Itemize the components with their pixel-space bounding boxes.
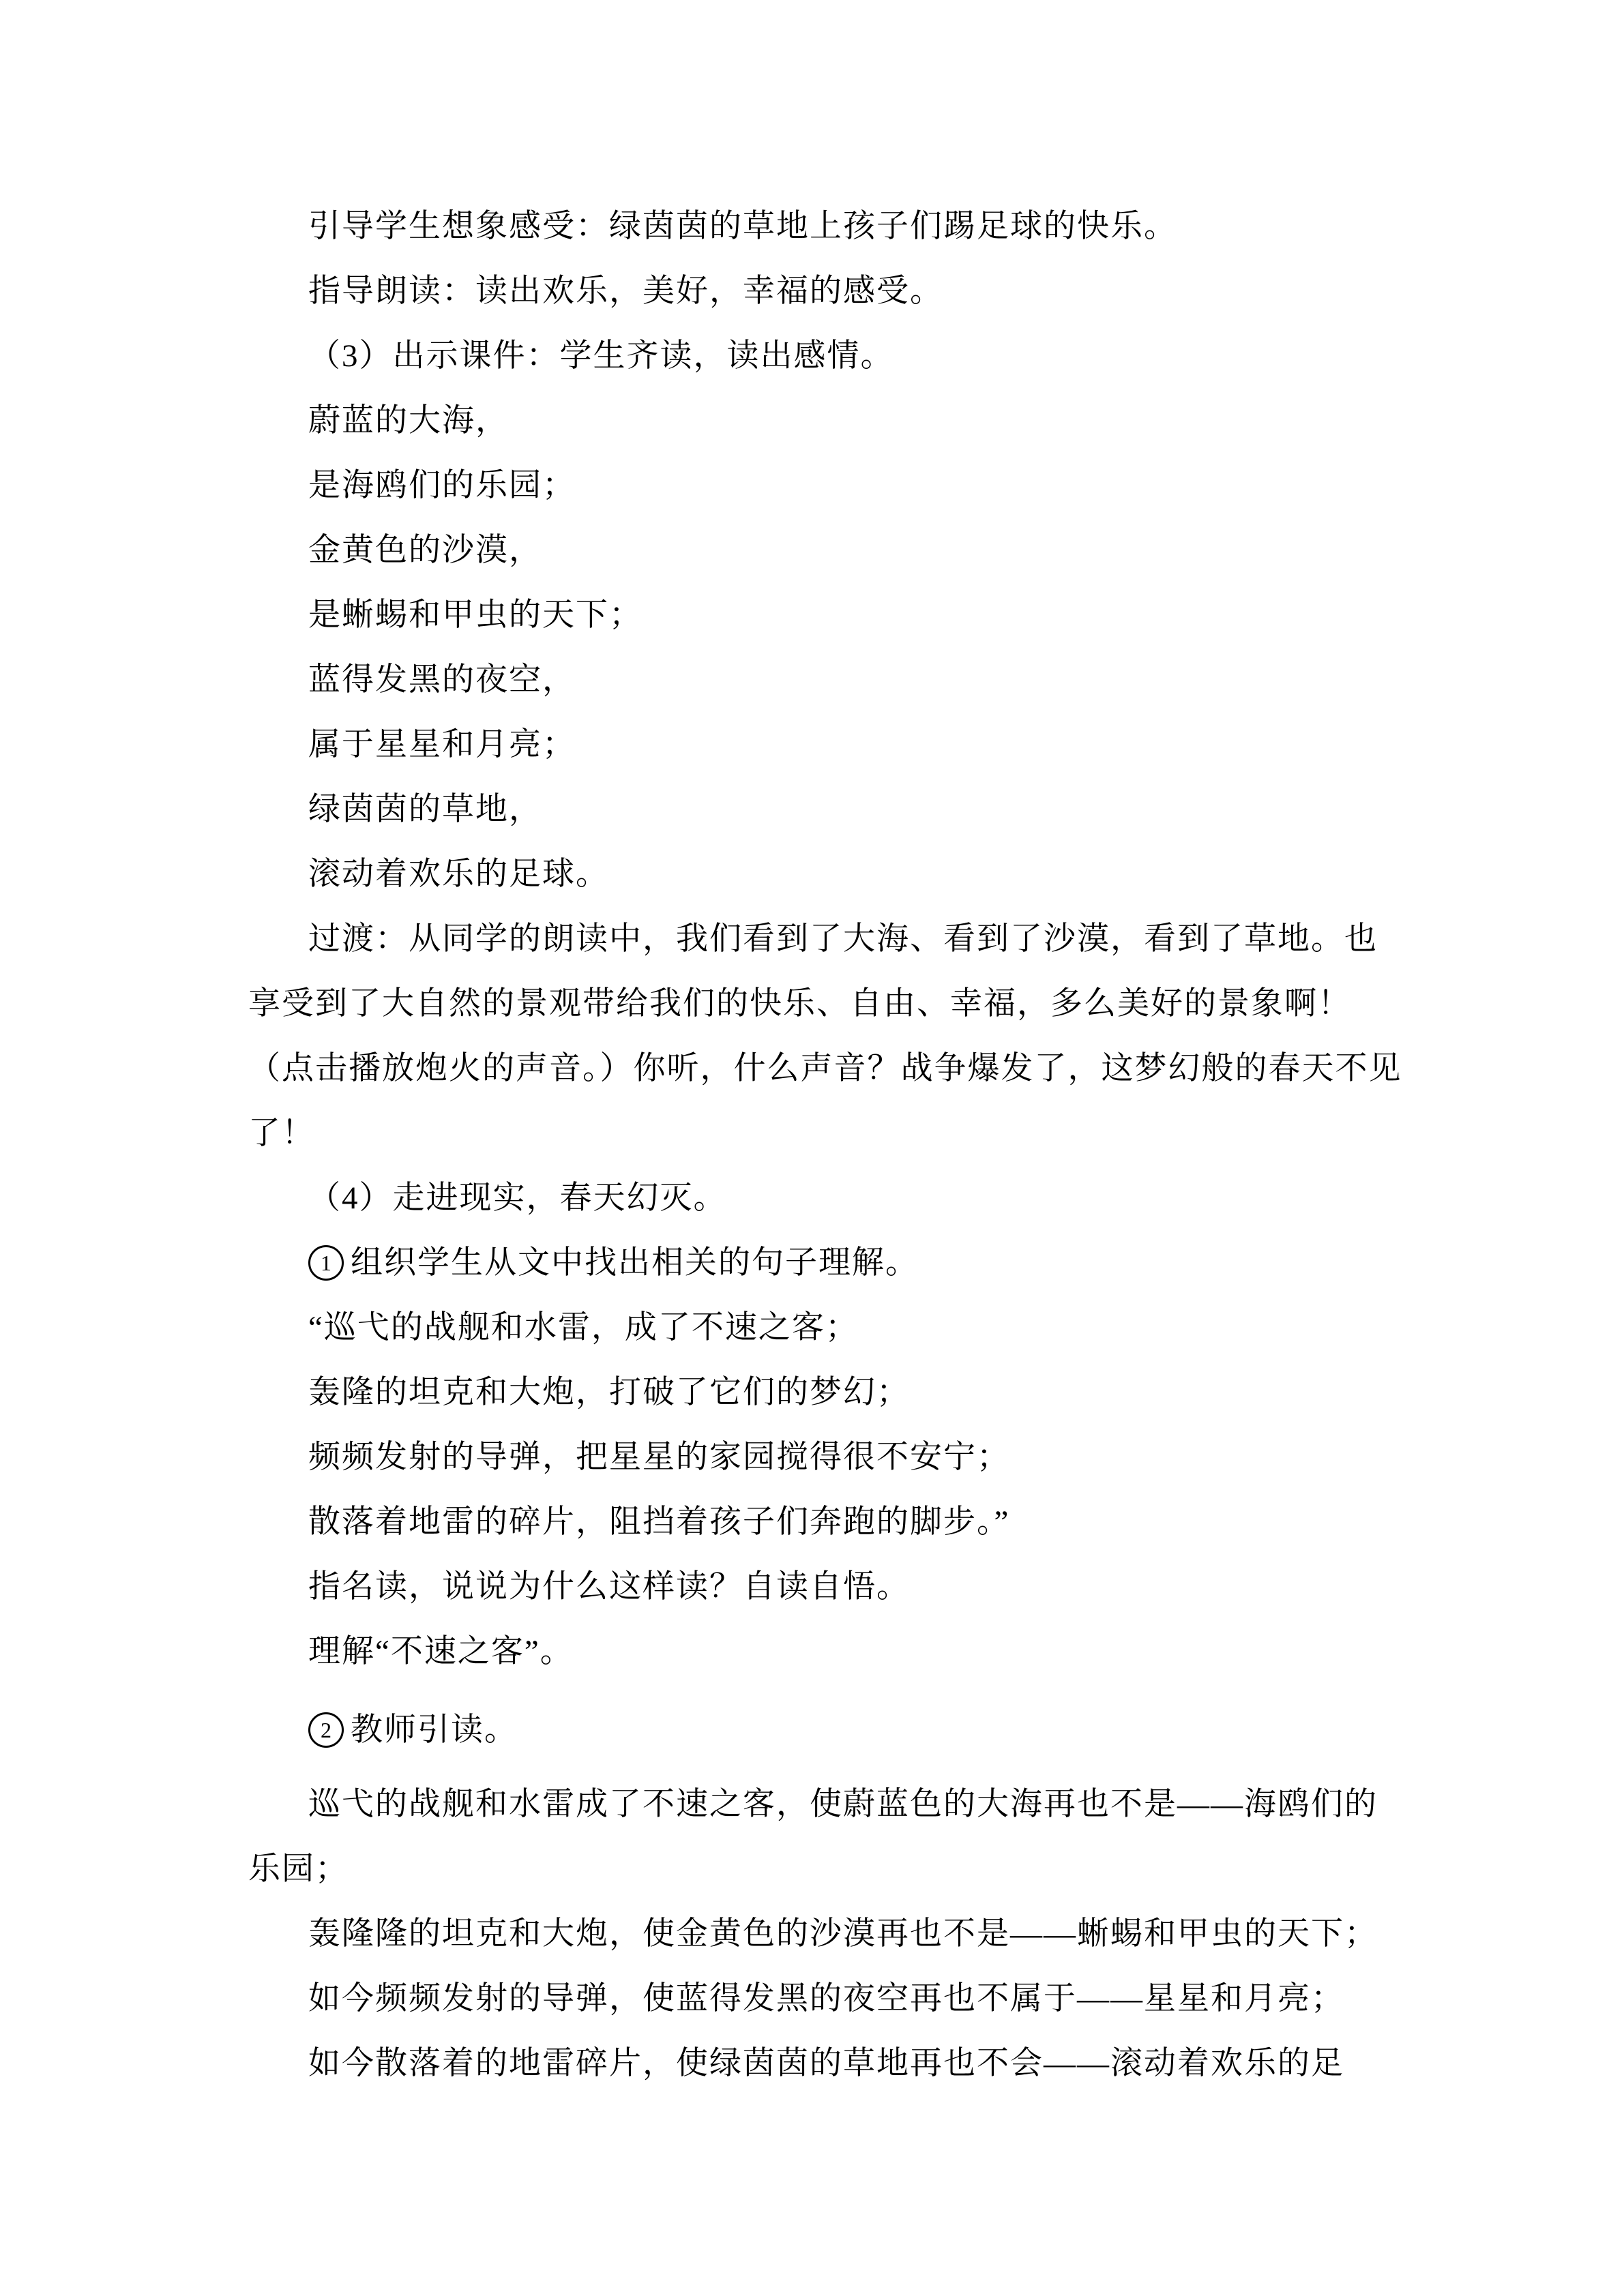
text-line: [248, 648, 1381, 713]
text-line: [248, 1166, 1381, 1231]
text-line: [248, 777, 1381, 842]
line-text: 了！: [248, 1116, 315, 1151]
text-line: [248, 1837, 1381, 1902]
line-text: 金黄色的沙漠，: [308, 533, 542, 568]
text-line: [248, 1772, 1381, 1837]
text-line: [248, 1231, 1381, 1296]
line-text: 绿茵茵的草地，: [308, 792, 542, 827]
text-line: [248, 1490, 1381, 1555]
line-text: 教师引读。: [351, 1712, 518, 1748]
line-text: 引导学生想象感受：绿茵茵的草地上孩子们踢足球的快乐。: [308, 209, 1177, 244]
line-text: 轰隆的坦克和大炮，打破了它们的梦幻；: [308, 1375, 910, 1410]
text-line: [248, 1698, 1381, 1763]
text-line: [248, 583, 1381, 648]
text-line: [248, 907, 1381, 972]
text-line: [248, 713, 1381, 777]
text-line: [248, 1101, 1381, 1166]
circled-number-marker: 1: [308, 1245, 344, 1281]
line-text: （3）出示课件：学生齐读，读出感情。: [308, 338, 894, 374]
text-line: [248, 1967, 1381, 2031]
line-text: 是海鸥们的乐园；: [308, 468, 576, 503]
line-text: 理解“不速之客”。: [308, 1634, 574, 1669]
line-text: 频频发射的导弹，把星星的家园搅得很不安宁；: [308, 1440, 1010, 1475]
line-text: 如今散落着的地雷碎片，使绿茵茵的草地再也不会——滚动着欢乐的足: [308, 2046, 1344, 2081]
text-line: [248, 1360, 1381, 1425]
circled-number-marker: 2: [308, 1712, 344, 1748]
line-text: 滚动着欢乐的足球。: [308, 856, 609, 892]
text-line: [248, 1037, 1402, 1101]
text-line: [248, 194, 1381, 259]
line-text: （4）走进现实，春天幻灭。: [308, 1180, 727, 1216]
text-line: [248, 842, 1381, 907]
line-text: 巡弋的战舰和水雷成了不速之客，使蔚蓝色的大海再也不是——海鸥们的: [308, 1787, 1378, 1822]
line-text: 是蜥蜴和甲虫的天下；: [308, 597, 643, 633]
text-line: [248, 389, 1381, 453]
text-line: [248, 259, 1381, 324]
line-text: 指名读，说说为什么这样读？自读自悟。: [308, 1569, 910, 1605]
text-line: [248, 972, 1381, 1037]
line-text: “巡弋的战舰和水雷，成了不速之客；: [308, 1310, 859, 1345]
line-text: 指导朗读：读出欢乐，美好，幸福的感受。: [308, 273, 943, 309]
text-line: [248, 1902, 1381, 1967]
text-line: [248, 2031, 1381, 2096]
line-text: 轰隆隆的坦克和大炮，使金黄色的沙漠再也不是——蜥蜴和甲虫的天下；: [308, 1916, 1378, 1952]
text-line: [248, 1620, 1381, 1684]
line-text: 享受到了大自然的景观带给我们的快乐、自由、幸福，多么美好的景象啊！: [248, 986, 1351, 1022]
text-line: [248, 1296, 1381, 1360]
text-line: [248, 324, 1381, 389]
text-line: [248, 1555, 1381, 1620]
line-text: 蓝得发黑的夜空，: [308, 662, 576, 698]
line-text: 乐园；: [248, 1851, 349, 1887]
line-text: 过渡：从同学的朗读中，我们看到了大海、看到了沙漠，看到了草地。也: [308, 921, 1378, 957]
line-text: （点击播放炮火的声音。）你听，什么声音？战争爆发了，这梦幻般的春天不见: [248, 1051, 1402, 1086]
text-line: [248, 453, 1381, 518]
line-text: 属于星星和月亮；: [308, 727, 576, 762]
line-text: 如今频频发射的导弹，使蓝得发黑的夜空再也不属于——星星和月亮；: [308, 1981, 1344, 2016]
text-line: [248, 1425, 1381, 1490]
text-line: [248, 518, 1381, 583]
document-content: [248, 194, 1402, 2096]
line-text: 组织学生从文中找出相关的句子理解。: [351, 1245, 919, 1281]
line-text: 蔚蓝的大海，: [308, 403, 509, 438]
line-text: 散落着地雷的碎片，阻挡着孩子们奔跑的脚步。”: [308, 1504, 1010, 1540]
